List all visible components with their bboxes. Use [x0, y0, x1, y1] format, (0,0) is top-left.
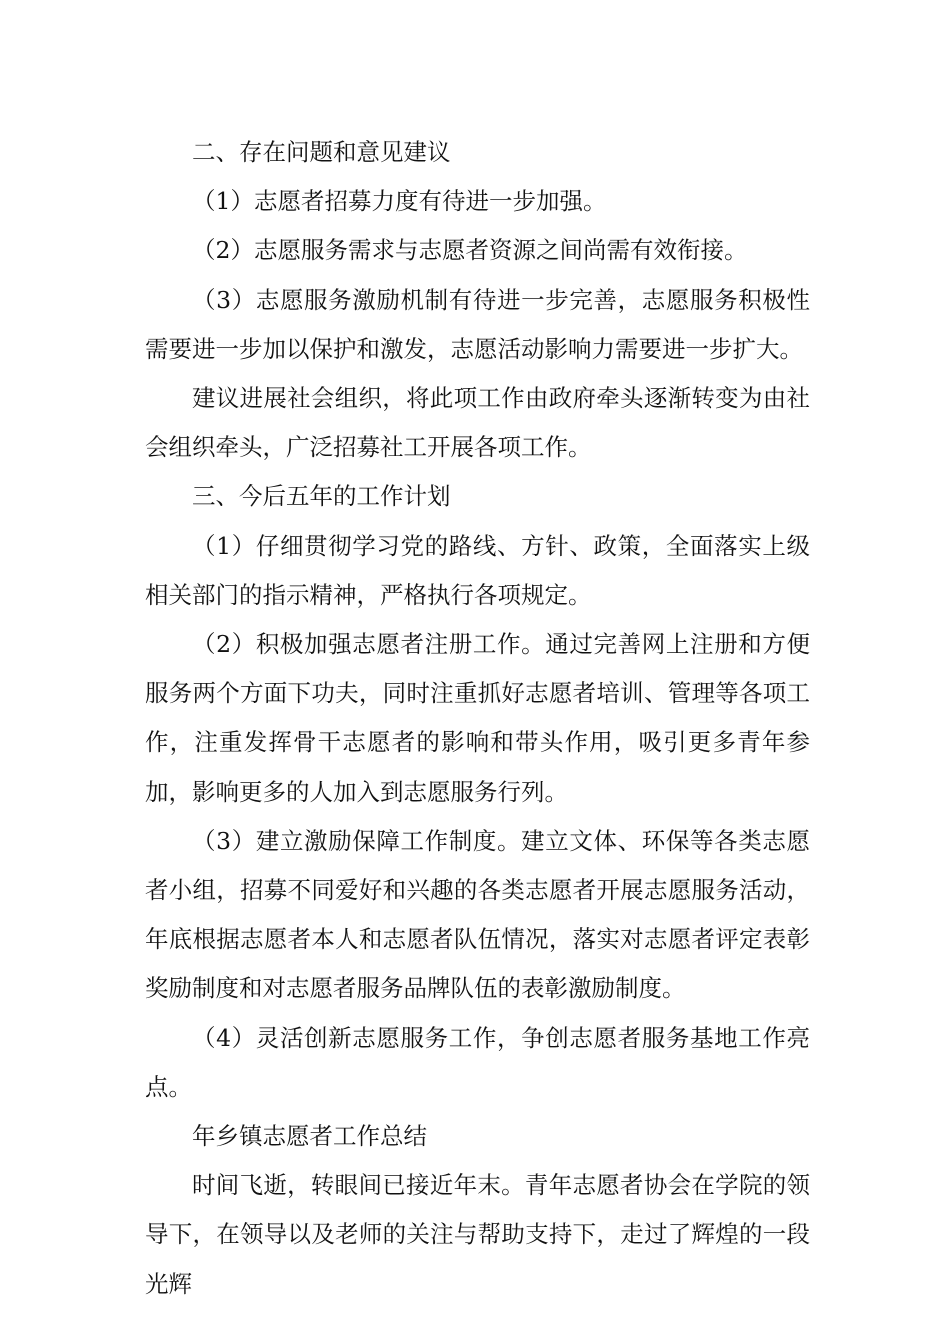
problem-item-1: （1）志愿者招募力度有待进一步加强。 — [192, 187, 607, 216]
plan-item-4: （4）灵活创新志愿服务工作，争创志愿者服务基地工作亮点。 — [145, 1023, 810, 1101]
plan-item-2: （2）积极加强志愿者注册工作。通过完善网上注册和方便服务两个方面下功夫，同时注重抓好志愿者培训、管理等各项工作，注重发挥骨干志愿者的影响和带头作用，吸引更多青年参加，影响更多的人加入到志愿服务行列。 — [145, 630, 810, 806]
plan-item-1: （1）仔细贯彻学习党的路线、方针、政策，全面落实上级相关部门的指示精神，严格执行各项规定。 — [145, 531, 810, 609]
section-heading-problems: 二、存在问题和意见建议 — [192, 138, 451, 166]
summary-intro-paragraph: 时间飞逝，转眼间已接近年末。青年志愿者协会在学院的领导下，在领导以及老师的关注与帮助支持下，走过了辉煌的一段光辉 — [145, 1171, 810, 1298]
problem-item-3: （3）志愿服务激励机制有待进一步完善，志愿服务积极性需要进一步加以保护和激发，志愿活动影响力需要进一步扩大。 — [145, 285, 810, 363]
summary-title: 年乡镇志愿者工作总结 — [192, 1122, 427, 1151]
problem-item-2: （2）志愿服务需求与志愿者资源之间尚需有效衔接。 — [192, 236, 748, 265]
suggestion-paragraph: 建议进展社会组织，将此项工作由政府牵头逐渐转变为由社会组织牵头，广泛招募社工开展各项工作。 — [145, 384, 810, 462]
section-heading-plan: 三、今后五年的工作计划 — [192, 482, 451, 511]
document-body — [145, 128, 810, 1309]
plan-item-3: （3）建立激励保障工作制度。建立文体、环保等各类志愿者小组，招募不同爱好和兴趣的各类志愿者开展志愿服务活动，年底根据志愿者本人和志愿者队伍情况，落实对志愿者评定表彰奖励制度和对志愿者服务品牌队伍的表彰激励制度。 — [145, 826, 810, 1003]
